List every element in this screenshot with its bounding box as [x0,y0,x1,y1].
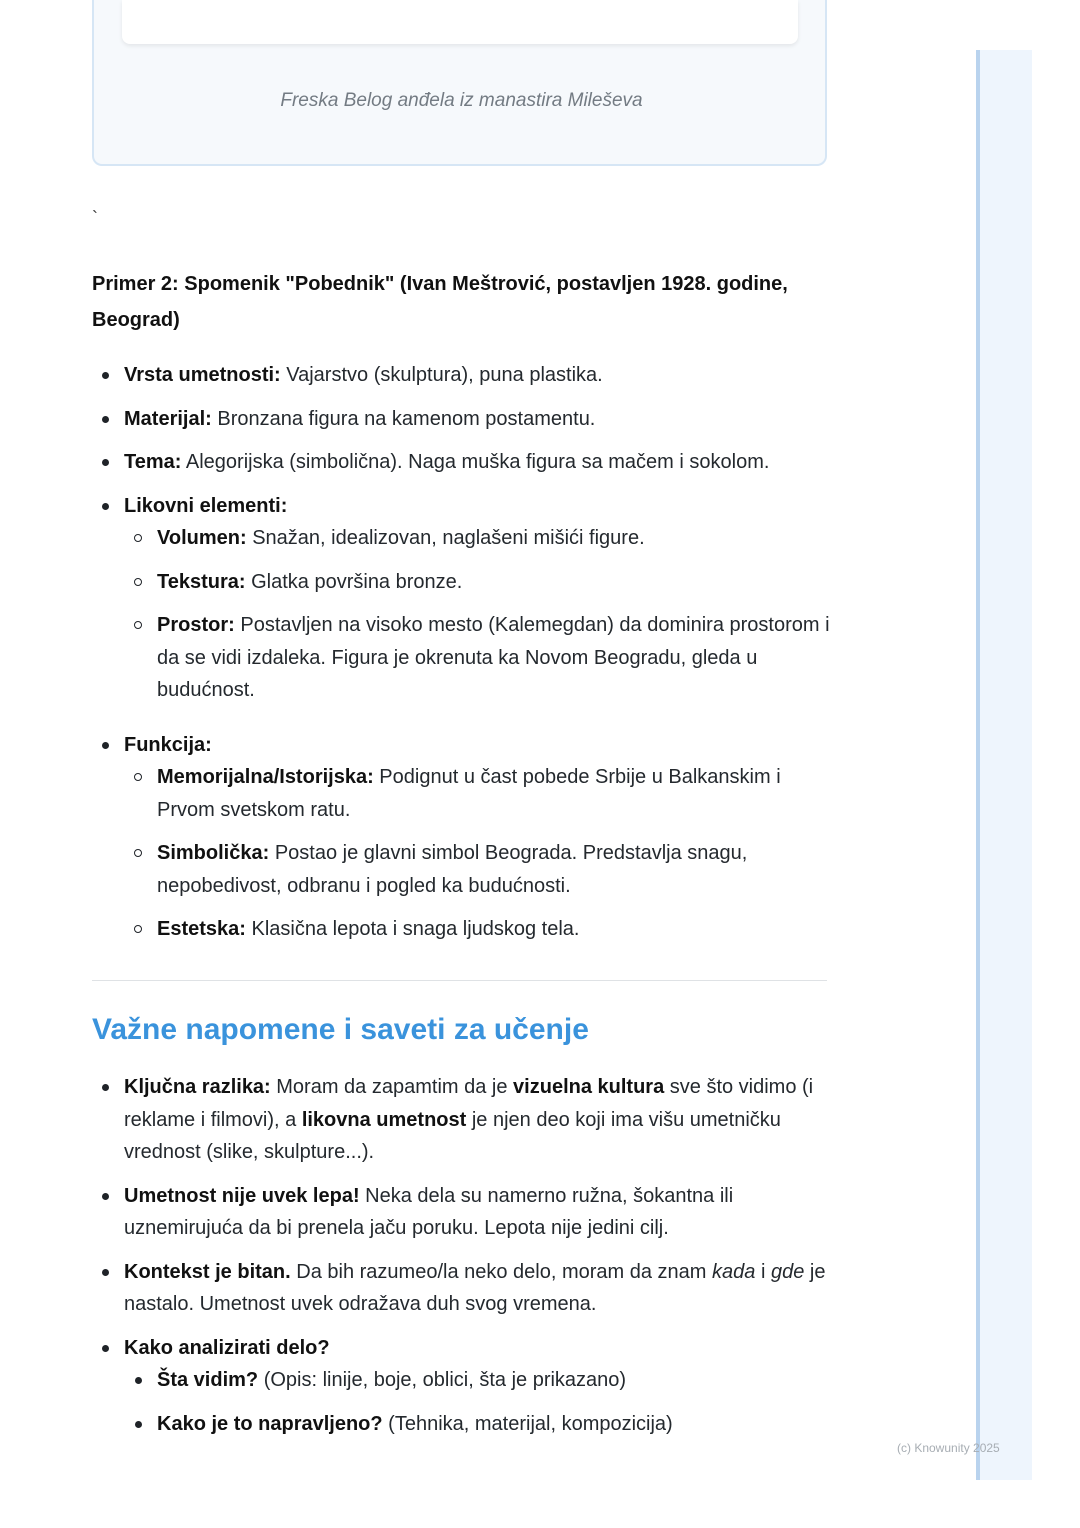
list-item: Vrsta umetnosti: Vajarstvo (skulptura), puna plastika. [92,359,832,392]
list-item: Memorijalna/Istorijska: Podignut u čast pobede Srbije u Balkanskim i Prvom svetskom ratu. [92,761,832,826]
list-item: Kako analizirati delo? Šta vidim? (Opis: linije, boje, oblici, šta je prikazano) Kako je to napravljeno? (Tehnika, materijal, kompozicija) [92,1332,832,1441]
list-item: Simbolička: Postao je glavni simbol Beograda. Predstavlja snagu, nepobedivost, odbranu i pogled ka budućnosti. [92,837,832,902]
list-item: Estetska: Klasična lepota i snaga ljudskog tela. [92,913,832,946]
list-item: Tekstura: Glatka površina bronze. [92,566,832,599]
list-item: Prostor: Postavljen na visoko mesto (Kalemegdan) da dominira prostorom i da se vidi izdaleka. Figura je okrenuta ka Novom Beogradu, gleda u budućnost. [92,609,832,707]
section-title: Važne napomene i saveti za učenje [92,1013,589,1046]
list-item: Kako je to napravljeno? (Tehnika, materijal, kompozicija) [92,1408,832,1441]
divider [92,980,827,981]
stray-mark: ` [92,208,98,228]
list-item: Kontekst je bitan. Da bih razumeo/la neko delo, moram da znam kada i gde je nastalo. Umetnost uvek odražava duh svog vremena. [92,1256,832,1321]
sidebar-strip [976,50,1032,1480]
list-item: Materijal: Bronzana figura na kamenom postamentu. [92,403,832,436]
example-heading: Primer 2: Spomenik "Pobednik" (Ivan Meštrović, postavljen 1928. godine, Beograd) [92,273,788,331]
elements-sublist [92,522,832,707]
analysis-steps [92,1364,832,1440]
list-item: Likovni elementi: Volumen: Snažan, idealizovan, naglašeni mišići figure. Tekstura: Glatka površina bronze. Prostor: Postavljen na visoko mesto (Kalemegdan) da dominira prostorom i da se vidi izdaleka. Figura je okrenuta ka Novom Beogradu, gleda u budućnost. [92,490,832,707]
figure-caption: Freska Belog anđela iz manastira Mileševa [280,90,643,111]
list-item: Tema: Alegorijska (simbolična). Naga muška figura sa mačem i sokolom. [92,446,832,479]
example-list [92,359,832,946]
list-item: Umetnost nije uvek lepa! Neka dela su namerno ružna, šokantna ili uznemirujuća da bi prenela jaču poruku. Lepota nije jedini cilj. [92,1180,832,1245]
list-item: Volumen: Snažan, idealizovan, naglašeni mišići figure. [92,522,832,555]
figure-card [92,0,827,166]
copyright-footer: (c) Knowunity 2025 [897,1441,1000,1455]
functions-sublist [92,761,832,946]
tips-list [92,1071,832,1440]
fresco-image [122,0,798,44]
list-item: Šta vidim? (Opis: linije, boje, oblici, šta je prikazano) [92,1364,832,1397]
list-item: Funkcija: Memorijalna/Istorijska: Podignut u čast pobede Srbije u Balkanskim i Prvom svetskom ratu. Simbolička: Postao je glavni simbol Beograda. Predstavlja snagu, nepobedivost, odbranu i pogled ka budućnosti. Estetska: Klasična lepota i snaga ljudskog tela. [92,729,832,946]
list-item: Ključna razlika: Moram da zapamtim da je vizuelna kultura sve što vidimo (i reklame i filmovi), a likovna umetnost je njen deo koji ima višu umetničku vrednost (slike, skulpture...). [92,1071,832,1169]
